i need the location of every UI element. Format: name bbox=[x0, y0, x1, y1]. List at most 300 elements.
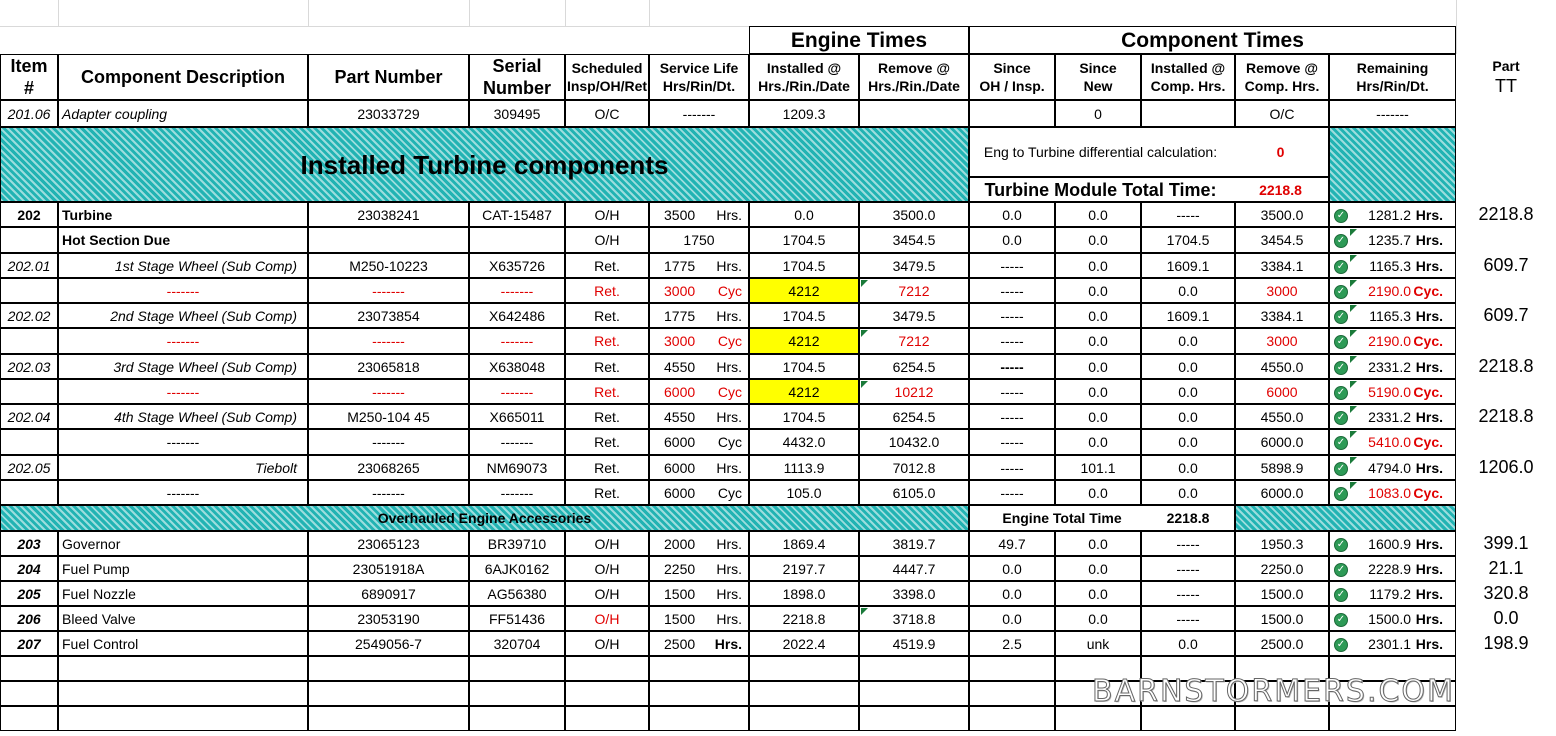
turbine-cell-rem[interactable]: 3479.5 bbox=[859, 303, 969, 328]
accessory-cell-sn[interactable]: BR39710 bbox=[469, 531, 565, 556]
adapter-cell-item[interactable]: 201.06 bbox=[0, 100, 58, 127]
accessory-cell-since_new[interactable]: 0.0 bbox=[1055, 581, 1141, 606]
turbine-cell-comp_rem[interactable]: 6000.0 bbox=[1235, 480, 1329, 505]
turbine-cell-pn[interactable]: ------- bbox=[308, 480, 469, 505]
accessory-cell-item[interactable]: 205 bbox=[0, 581, 58, 606]
turbine-cell-sched[interactable]: O/H bbox=[565, 227, 649, 253]
turbine-cell-inst[interactable]: 105.0 bbox=[749, 480, 859, 505]
turbine-cell-desc[interactable]: 2nd Stage Wheel (Sub Comp) bbox=[58, 303, 308, 328]
comment-triangle-icon bbox=[861, 381, 868, 388]
turbine-cell-comp_rem[interactable]: 6000 bbox=[1235, 379, 1329, 404]
turbine-remaining-cell[interactable] bbox=[1329, 253, 1456, 278]
turbine-cell-pn[interactable]: ------- bbox=[308, 429, 469, 455]
turbine-cell-sn[interactable] bbox=[469, 227, 565, 253]
accessory-cell-sched[interactable]: O/H bbox=[565, 556, 649, 581]
turbine-life-cell[interactable] bbox=[649, 278, 749, 303]
turbine-life-cell[interactable] bbox=[649, 354, 749, 379]
remaining-unit: Cyc. bbox=[1413, 383, 1443, 400]
empty-cell[interactable] bbox=[749, 656, 859, 681]
turbine-cell-sn[interactable]: ------- bbox=[469, 278, 565, 303]
accessory-life-cell[interactable] bbox=[649, 581, 749, 606]
turbine-cell-item[interactable] bbox=[0, 379, 58, 404]
accessory-cell-since_new[interactable]: unk bbox=[1055, 631, 1141, 656]
part-tt-cell: 2218.8 bbox=[1478, 356, 1534, 376]
turbine-cell-sched[interactable]: O/H bbox=[565, 202, 649, 227]
turbine-cell-inst[interactable]: 1704.5 bbox=[749, 354, 859, 379]
turbine-cell-sn[interactable]: ------- bbox=[469, 480, 565, 505]
turbine-cell-sched[interactable]: Ret. bbox=[565, 328, 649, 354]
turbine-cell-sched[interactable]: Ret. bbox=[565, 354, 649, 379]
turbine-cell-desc[interactable]: 3rd Stage Wheel (Sub Comp) bbox=[58, 354, 308, 379]
turbine-cell-item[interactable]: 202.04 bbox=[0, 404, 58, 429]
empty-cell[interactable] bbox=[469, 656, 565, 681]
turbine-cell-pn[interactable]: ------- bbox=[308, 328, 469, 354]
turbine-life-cell[interactable] bbox=[649, 303, 749, 328]
turbine-cell-since_new[interactable]: 0.0 bbox=[1055, 303, 1141, 328]
turbine-cell-item[interactable]: 202 bbox=[0, 202, 58, 227]
accessory-cell-inst[interactable]: 1869.4 bbox=[749, 531, 859, 556]
turbine-cell-sched[interactable]: Ret. bbox=[565, 429, 649, 455]
turbine-cell-item[interactable]: 202.05 bbox=[0, 455, 58, 480]
remaining-value: 2228.9 bbox=[1368, 560, 1411, 577]
turbine-cell-since_new[interactable]: 0.0 bbox=[1055, 227, 1141, 253]
accessory-remaining-cell[interactable] bbox=[1329, 531, 1456, 556]
turbine-cell-desc[interactable]: 1st Stage Wheel (Sub Comp) bbox=[58, 253, 308, 278]
turbine-cell-pn[interactable]: ------- bbox=[308, 278, 469, 303]
turbine-cell-inst[interactable]: 1704.5 bbox=[749, 253, 859, 278]
accessory-cell-pn[interactable]: 23051918A bbox=[308, 556, 469, 581]
turbine-cell-item[interactable] bbox=[0, 480, 58, 505]
turbine-cell-since_new[interactable]: 0.0 bbox=[1055, 404, 1141, 429]
turbine-cell-comp_inst[interactable]: 0.0 bbox=[1141, 404, 1235, 429]
turbine-life-cell[interactable] bbox=[649, 328, 749, 354]
accessory-remaining-cell[interactable] bbox=[1329, 606, 1456, 631]
turbine-cell-comp_rem[interactable]: 3384.1 bbox=[1235, 303, 1329, 328]
turbine-cell-sched[interactable]: Ret. bbox=[565, 480, 649, 505]
service-life-unit: Hrs. bbox=[716, 560, 742, 577]
turbine-cell-rem[interactable]: 6254.5 bbox=[859, 404, 969, 429]
accessory-remaining-cell[interactable] bbox=[1329, 556, 1456, 581]
accessory-cell-desc[interactable]: Fuel Control bbox=[58, 631, 308, 656]
accessory-cell-desc[interactable]: Governor bbox=[58, 531, 308, 556]
remaining-value: 1235.7 bbox=[1368, 232, 1411, 248]
turbine-cell-since_oh[interactable]: ----- bbox=[969, 429, 1055, 455]
turbine-cell-pn[interactable]: 23065818 bbox=[308, 354, 469, 379]
turbine-cell-since_new[interactable]: 0.0 bbox=[1055, 379, 1141, 404]
turbine-remaining-cell[interactable] bbox=[1329, 303, 1456, 328]
turbine-cell-inst[interactable]: 1704.5 bbox=[749, 303, 859, 328]
module-total-label: Turbine Module Total Time: bbox=[984, 179, 1217, 200]
turbine-cell-since_oh[interactable]: ----- bbox=[969, 328, 1055, 354]
turbine-cell-sn[interactable]: CAT-15487 bbox=[469, 202, 565, 227]
turbine-cell-item[interactable] bbox=[0, 227, 58, 253]
turbine-cell-sched[interactable]: Ret. bbox=[565, 278, 649, 303]
part-tt-cell: 198.9 bbox=[1483, 633, 1529, 653]
check-circle-icon: ✓ bbox=[1334, 260, 1348, 274]
empty-cell[interactable] bbox=[649, 656, 749, 681]
adapter-cell-sn[interactable]: 309495 bbox=[469, 100, 565, 127]
accessory-cell-since_oh[interactable]: 0.0 bbox=[969, 606, 1055, 631]
turbine-remaining-cell[interactable] bbox=[1329, 328, 1456, 354]
turbine-cell-comp_inst[interactable]: 0.0 bbox=[1141, 480, 1235, 505]
turbine-cell-since_oh[interactable]: ----- bbox=[969, 404, 1055, 429]
turbine-remaining-cell[interactable] bbox=[1329, 379, 1456, 404]
turbine-cell-since_new[interactable]: 101.1 bbox=[1055, 455, 1141, 480]
turbine-cell-inst[interactable]: 1704.5 bbox=[749, 227, 859, 253]
accessory-cell-item[interactable]: 206 bbox=[0, 606, 58, 631]
part-tt-cell bbox=[1456, 429, 1556, 455]
turbine-cell-since_oh[interactable]: ----- bbox=[969, 480, 1055, 505]
turbine-cell-sn[interactable]: ------- bbox=[469, 429, 565, 455]
turbine-cell-since_new[interactable]: 0.0 bbox=[1055, 202, 1141, 227]
accessory-life-cell[interactable] bbox=[649, 606, 749, 631]
empty-cell[interactable] bbox=[58, 706, 308, 731]
col-header-comp-installed bbox=[1141, 54, 1235, 100]
empty-cell[interactable] bbox=[1329, 706, 1456, 731]
turbine-cell-item[interactable] bbox=[0, 328, 58, 354]
accessory-cell-sched[interactable]: O/H bbox=[565, 631, 649, 656]
turbine-cell-item[interactable]: 202.01 bbox=[0, 253, 58, 278]
turbine-cell-since_new[interactable]: 0.0 bbox=[1055, 480, 1141, 505]
turbine-cell-comp_rem[interactable]: 3000 bbox=[1235, 328, 1329, 354]
empty-cell[interactable] bbox=[308, 706, 469, 731]
turbine-cell-comp_inst[interactable]: 0.0 bbox=[1141, 328, 1235, 354]
col-header-part-tt-line1: Part bbox=[1492, 58, 1520, 74]
turbine-life-cell[interactable] bbox=[649, 227, 749, 253]
accessory-cell-rem[interactable]: 4519.9 bbox=[859, 631, 969, 656]
turbine-cell-inst[interactable]: 4212 bbox=[749, 278, 859, 303]
engine-total-label: Engine Total Time bbox=[1002, 510, 1122, 526]
turbine-cell-since_new[interactable]: 0.0 bbox=[1055, 328, 1141, 354]
empty-cell[interactable] bbox=[749, 706, 859, 731]
accessory-cell-item[interactable]: 204 bbox=[0, 556, 58, 581]
accessory-cell-item[interactable]: 207 bbox=[0, 631, 58, 656]
turbine-cell-comp_inst[interactable]: 0.0 bbox=[1141, 455, 1235, 480]
part-tt-cell bbox=[1456, 379, 1556, 404]
empty-cell[interactable] bbox=[58, 656, 308, 681]
empty-cell[interactable] bbox=[859, 706, 969, 731]
turbine-cell-comp_inst[interactable]: 1609.1 bbox=[1141, 253, 1235, 278]
check-circle-icon: ✓ bbox=[1334, 563, 1348, 577]
turbine-cell-desc[interactable]: ------- bbox=[58, 278, 308, 303]
turbine-cell-rem[interactable]: 7212 bbox=[859, 278, 969, 303]
service-life-unit: Hrs. bbox=[716, 358, 742, 375]
empty-cell[interactable] bbox=[0, 656, 58, 681]
adapter-cell-inst[interactable]: 1209.3 bbox=[749, 100, 859, 127]
turbine-cell-rem[interactable]: 3454.5 bbox=[859, 227, 969, 253]
turbine-cell-comp_inst[interactable]: 0.0 bbox=[1141, 354, 1235, 379]
accessory-cell-inst[interactable]: 2218.8 bbox=[749, 606, 859, 631]
turbine-cell-sched[interactable]: Ret. bbox=[565, 379, 649, 404]
turbine-cell-sched[interactable]: Ret. bbox=[565, 455, 649, 480]
turbine-cell-comp_inst[interactable]: 0.0 bbox=[1141, 379, 1235, 404]
turbine-cell-item[interactable]: 202.02 bbox=[0, 303, 58, 328]
turbine-cell-inst[interactable]: 1113.9 bbox=[749, 455, 859, 480]
adapter-cell-comp_rem[interactable]: O/C bbox=[1235, 100, 1329, 127]
accessory-cell-comp_rem[interactable]: 2500.0 bbox=[1235, 631, 1329, 656]
col-header-since-new-line2: New bbox=[1083, 78, 1113, 94]
turbine-life-cell[interactable] bbox=[649, 455, 749, 480]
turbine-cell-comp_rem[interactable]: 3384.1 bbox=[1235, 253, 1329, 278]
turbine-cell-since_new[interactable]: 0.0 bbox=[1055, 278, 1141, 303]
empty-cell[interactable] bbox=[469, 681, 565, 706]
empty-cell[interactable] bbox=[859, 656, 969, 681]
turbine-cell-comp_rem[interactable]: 4550.0 bbox=[1235, 354, 1329, 379]
accessory-cell-sn[interactable]: 6AJK0162 bbox=[469, 556, 565, 581]
service-life-unit: Hrs. bbox=[716, 459, 742, 476]
accessory-cell-comp_rem[interactable]: 1500.0 bbox=[1235, 581, 1329, 606]
accessory-cell-rem[interactable]: 3398.0 bbox=[859, 581, 969, 606]
turbine-life-cell[interactable] bbox=[649, 480, 749, 505]
turbine-cell-pn[interactable]: M250-10223 bbox=[308, 253, 469, 278]
adapter-cell-life[interactable]: ------- bbox=[649, 100, 749, 127]
turbine-cell-sn[interactable]: X642486 bbox=[469, 303, 565, 328]
accessory-cell-rem[interactable]: 3718.8 bbox=[859, 606, 969, 631]
turbine-life-cell[interactable] bbox=[649, 429, 749, 455]
accessory-remaining-cell[interactable] bbox=[1329, 581, 1456, 606]
accessory-cell-desc[interactable]: Fuel Pump bbox=[58, 556, 308, 581]
turbine-cell-comp_inst[interactable]: 0.0 bbox=[1141, 429, 1235, 455]
turbine-cell-since_oh[interactable]: ----- bbox=[969, 303, 1055, 328]
turbine-cell-inst[interactable]: 1704.5 bbox=[749, 404, 859, 429]
turbine-cell-rem[interactable]: 3479.5 bbox=[859, 253, 969, 278]
turbine-life-cell[interactable] bbox=[649, 379, 749, 404]
turbine-cell-pn[interactable]: 23068265 bbox=[308, 455, 469, 480]
empty-cell[interactable] bbox=[969, 681, 1055, 706]
accessory-life-cell[interactable] bbox=[649, 556, 749, 581]
turbine-cell-comp_rem[interactable]: 3454.5 bbox=[1235, 227, 1329, 253]
accessory-cell-pn[interactable]: 23065123 bbox=[308, 531, 469, 556]
part-tt-cell bbox=[1456, 227, 1556, 253]
adapter-cell-sched[interactable]: O/C bbox=[565, 100, 649, 127]
accessory-cell-comp_rem[interactable]: 2250.0 bbox=[1235, 556, 1329, 581]
accessory-cell-inst[interactable]: 1898.0 bbox=[749, 581, 859, 606]
turbine-cell-desc[interactable]: ------- bbox=[58, 480, 308, 505]
turbine-cell-sn[interactable]: X635726 bbox=[469, 253, 565, 278]
service-life-value: 6000 bbox=[664, 434, 696, 450]
turbine-cell-rem[interactable]: 10212 bbox=[859, 379, 969, 404]
service-life-value: 1750 bbox=[683, 232, 715, 248]
accessory-cell-since_new[interactable]: 0.0 bbox=[1055, 606, 1141, 631]
accessory-cell-sched[interactable]: O/H bbox=[565, 581, 649, 606]
empty-cell[interactable] bbox=[0, 681, 58, 706]
turbine-cell-sched[interactable]: Ret. bbox=[565, 404, 649, 429]
adapter-cell-pn[interactable]: 23033729 bbox=[308, 100, 469, 127]
accessory-cell-desc[interactable]: Bleed Valve bbox=[58, 606, 308, 631]
turbine-cell-pn[interactable]: 23038241 bbox=[308, 202, 469, 227]
turbine-cell-item[interactable]: 202.03 bbox=[0, 354, 58, 379]
turbine-cell-item[interactable] bbox=[0, 278, 58, 303]
turbine-life-cell[interactable] bbox=[649, 202, 749, 227]
accessory-cell-rem[interactable]: 4447.7 bbox=[859, 556, 969, 581]
turbine-remaining-cell[interactable] bbox=[1329, 404, 1456, 429]
turbine-cell-sn[interactable]: X638048 bbox=[469, 354, 565, 379]
empty-cell[interactable] bbox=[58, 681, 308, 706]
accessory-cell-comp_rem[interactable]: 1950.3 bbox=[1235, 531, 1329, 556]
turbine-cell-inst[interactable]: 4432.0 bbox=[749, 429, 859, 455]
remaining-unit: Cyc. bbox=[1413, 282, 1443, 299]
turbine-cell-comp_rem[interactable]: 3000 bbox=[1235, 278, 1329, 303]
turbine-cell-sn[interactable]: X665011 bbox=[469, 404, 565, 429]
accessory-cell-item[interactable]: 203 bbox=[0, 531, 58, 556]
empty-cell[interactable] bbox=[649, 681, 749, 706]
turbine-cell-desc[interactable]: Tiebolt bbox=[58, 455, 308, 480]
empty-cell[interactable] bbox=[565, 681, 649, 706]
turbine-remaining-cell[interactable] bbox=[1329, 480, 1456, 505]
turbine-remaining-cell[interactable] bbox=[1329, 455, 1456, 480]
turbine-cell-comp_inst[interactable]: 1704.5 bbox=[1141, 227, 1235, 253]
accessory-remaining-cell[interactable] bbox=[1329, 631, 1456, 656]
turbine-cell-desc[interactable]: ------- bbox=[58, 379, 308, 404]
service-life-unit: Hrs. bbox=[716, 206, 742, 223]
accessory-cell-sched[interactable]: O/H bbox=[565, 531, 649, 556]
turbine-cell-pn[interactable]: ------- bbox=[308, 379, 469, 404]
accessory-cell-desc[interactable]: Fuel Nozzle bbox=[58, 581, 308, 606]
turbine-cell-since_oh[interactable]: ----- bbox=[969, 253, 1055, 278]
turbine-cell-desc[interactable]: Turbine bbox=[58, 202, 308, 227]
empty-cell[interactable] bbox=[469, 706, 565, 731]
turbine-cell-desc[interactable]: Hot Section Due bbox=[58, 227, 308, 253]
empty-cell[interactable] bbox=[1141, 706, 1235, 731]
turbine-cell-rem[interactable]: 6254.5 bbox=[859, 354, 969, 379]
turbine-cell-since_oh[interactable]: ----- bbox=[969, 278, 1055, 303]
turbine-remaining-cell[interactable] bbox=[1329, 202, 1456, 227]
empty-cell[interactable] bbox=[1235, 706, 1329, 731]
accessory-cell-sn[interactable]: FF51436 bbox=[469, 606, 565, 631]
empty-cell[interactable] bbox=[859, 681, 969, 706]
accessory-life-cell[interactable] bbox=[649, 531, 749, 556]
remaining-value: 1500.0 bbox=[1368, 610, 1411, 627]
accessory-life-cell[interactable] bbox=[649, 631, 749, 656]
adapter-cell-comp_inst[interactable] bbox=[1141, 100, 1235, 127]
turbine-cell-comp_rem[interactable]: 3500.0 bbox=[1235, 202, 1329, 227]
check-circle-icon: ✓ bbox=[1334, 285, 1348, 299]
gridline-faint bbox=[1456, 0, 1457, 54]
turbine-cell-sn[interactable]: ------- bbox=[469, 379, 565, 404]
turbine-cell-pn[interactable] bbox=[308, 227, 469, 253]
accessory-cell-since_oh[interactable]: 0.0 bbox=[969, 581, 1055, 606]
turbine-cell-rem[interactable]: 7212 bbox=[859, 328, 969, 354]
turbine-cell-sched[interactable]: Ret. bbox=[565, 303, 649, 328]
adapter-cell-rem[interactable] bbox=[859, 100, 969, 127]
col-header-since-oh-line2: OH / Insp. bbox=[979, 78, 1045, 94]
turbine-cell-since_oh[interactable]: ----- bbox=[969, 455, 1055, 480]
turbine-cell-inst[interactable]: 0.0 bbox=[749, 202, 859, 227]
accessory-cell-pn[interactable]: 6890917 bbox=[308, 581, 469, 606]
turbine-remaining-cell[interactable] bbox=[1329, 227, 1456, 253]
turbine-cell-desc[interactable]: 4th Stage Wheel (Sub Comp) bbox=[58, 404, 308, 429]
empty-cell[interactable] bbox=[969, 656, 1055, 681]
turbine-cell-pn[interactable]: M250-104 45 bbox=[308, 404, 469, 429]
turbine-cell-since_oh[interactable]: 0.0 bbox=[969, 227, 1055, 253]
accessory-cell-since_oh[interactable]: 0.0 bbox=[969, 556, 1055, 581]
turbine-cell-since_new[interactable]: 0.0 bbox=[1055, 429, 1141, 455]
accessory-cell-sched[interactable]: O/H bbox=[565, 606, 649, 631]
turbine-cell-since_oh[interactable]: 0.0 bbox=[969, 202, 1055, 227]
turbine-cell-rem[interactable]: 10432.0 bbox=[859, 429, 969, 455]
col-header-engine-installed bbox=[749, 54, 859, 100]
turbine-cell-since_new[interactable]: 0.0 bbox=[1055, 253, 1141, 278]
turbine-cell-comp_inst[interactable]: ----- bbox=[1141, 202, 1235, 227]
accessory-cell-since_oh[interactable]: 49.7 bbox=[969, 531, 1055, 556]
service-life-value: 2250 bbox=[664, 560, 696, 577]
empty-cell[interactable] bbox=[749, 681, 859, 706]
turbine-cell-comp_rem[interactable]: 5898.9 bbox=[1235, 455, 1329, 480]
turbine-cell-desc[interactable]: ------- bbox=[58, 429, 308, 455]
adapter-cell-since_new[interactable]: 0 bbox=[1055, 100, 1141, 127]
service-life-value: 1500 bbox=[664, 585, 696, 602]
turbine-cell-sn[interactable]: ------- bbox=[469, 328, 565, 354]
turbine-cell-inst[interactable]: 4212 bbox=[749, 328, 859, 354]
empty-cell[interactable] bbox=[969, 706, 1055, 731]
accessory-cell-since_new[interactable]: 0.0 bbox=[1055, 531, 1141, 556]
accessory-cell-comp_inst[interactable]: ----- bbox=[1141, 606, 1235, 631]
turbine-life-cell[interactable] bbox=[649, 404, 749, 429]
accessories-banner-right bbox=[1235, 505, 1456, 531]
accessory-cell-rem[interactable]: 3819.7 bbox=[859, 531, 969, 556]
empty-cell[interactable] bbox=[565, 706, 649, 731]
turbine-cell-pn[interactable]: 23073854 bbox=[308, 303, 469, 328]
accessory-cell-comp_inst[interactable]: ----- bbox=[1141, 531, 1235, 556]
turbine-cell-desc[interactable]: ------- bbox=[58, 328, 308, 354]
accessory-cell-sn[interactable]: AG56380 bbox=[469, 581, 565, 606]
accessory-cell-since_new[interactable]: 0.0 bbox=[1055, 556, 1141, 581]
turbine-remaining-cell[interactable] bbox=[1329, 278, 1456, 303]
accessory-cell-inst[interactable]: 2022.4 bbox=[749, 631, 859, 656]
turbine-cell-rem[interactable]: 3500.0 bbox=[859, 202, 969, 227]
turbine-remaining-cell[interactable] bbox=[1329, 429, 1456, 455]
turbine-cell-rem[interactable]: 6105.0 bbox=[859, 480, 969, 505]
turbine-cell-comp_inst[interactable]: 0.0 bbox=[1141, 278, 1235, 303]
accessory-cell-inst[interactable]: 2197.7 bbox=[749, 556, 859, 581]
remaining-value: 1179.2 bbox=[1369, 585, 1411, 602]
accessory-cell-comp_rem[interactable]: 1500.0 bbox=[1235, 606, 1329, 631]
accessory-cell-comp_inst[interactable]: 0.0 bbox=[1141, 631, 1235, 656]
accessory-cell-pn[interactable]: 23053190 bbox=[308, 606, 469, 631]
empty-cell[interactable] bbox=[565, 656, 649, 681]
turbine-cell-comp_inst[interactable]: 1609.1 bbox=[1141, 303, 1235, 328]
turbine-cell-item[interactable] bbox=[0, 429, 58, 455]
accessory-cell-sn[interactable]: 320704 bbox=[469, 631, 565, 656]
col-header-item bbox=[0, 54, 58, 100]
accessory-cell-comp_inst[interactable]: ----- bbox=[1141, 556, 1235, 581]
accessory-cell-pn[interactable]: 2549056-7 bbox=[308, 631, 469, 656]
turbine-cell-sched[interactable]: Ret. bbox=[565, 253, 649, 278]
turbine-life-cell[interactable] bbox=[649, 253, 749, 278]
turbine-cell-sn[interactable]: NM69073 bbox=[469, 455, 565, 480]
adapter-cell-remaining[interactable]: ------- bbox=[1329, 100, 1456, 127]
adapter-cell-desc[interactable]: Adapter coupling bbox=[58, 100, 308, 127]
accessory-cell-comp_inst[interactable]: ----- bbox=[1141, 581, 1235, 606]
turbine-cell-comp_rem[interactable]: 6000.0 bbox=[1235, 429, 1329, 455]
accessory-cell-since_oh[interactable]: 2.5 bbox=[969, 631, 1055, 656]
turbine-cell-since_oh[interactable]: ----- bbox=[969, 379, 1055, 404]
turbine-cell-rem[interactable]: 7012.8 bbox=[859, 455, 969, 480]
empty-cell[interactable] bbox=[649, 706, 749, 731]
turbine-cell-inst[interactable]: 4212 bbox=[749, 379, 859, 404]
empty-cell[interactable] bbox=[0, 706, 58, 731]
adapter-cell-since_oh[interactable] bbox=[969, 100, 1055, 127]
empty-cell[interactable] bbox=[308, 681, 469, 706]
turbine-cell-since_new[interactable]: 0.0 bbox=[1055, 354, 1141, 379]
turbine-remaining-cell[interactable] bbox=[1329, 354, 1456, 379]
turbine-cell-comp_rem[interactable]: 4550.0 bbox=[1235, 404, 1329, 429]
turbine-cell-since_oh[interactable]: ----- bbox=[969, 354, 1055, 379]
comment-triangle-icon bbox=[1350, 229, 1357, 236]
check-circle-icon: ✓ bbox=[1334, 436, 1348, 450]
empty-cell[interactable] bbox=[308, 656, 469, 681]
empty-cell[interactable] bbox=[1055, 706, 1141, 731]
